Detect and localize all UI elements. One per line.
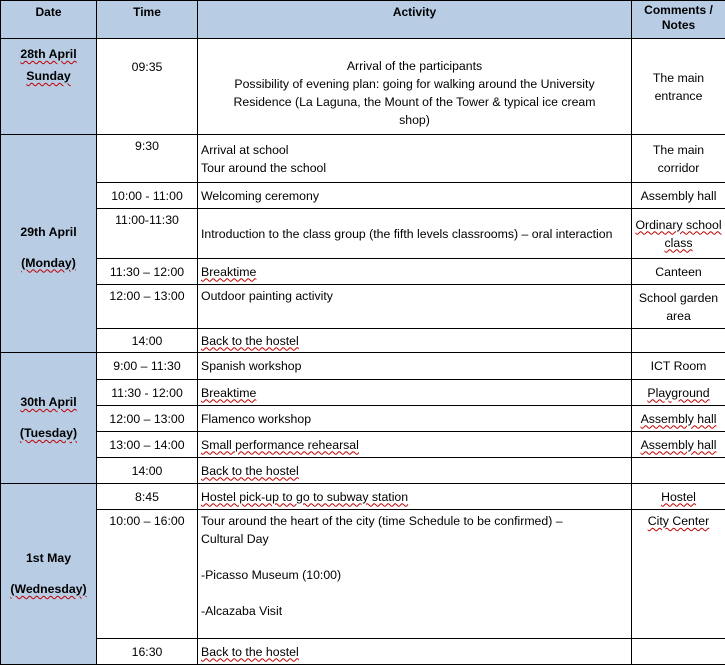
table-row: [1, 510, 725, 639]
weekday-label: Sunday: [26, 69, 71, 83]
time-cell: 9:00 – 11:30: [97, 353, 198, 380]
time-cell: 11:00-11:30: [97, 209, 198, 259]
time-cell: 14:00: [97, 329, 198, 353]
weekday-label: (Monday): [21, 255, 76, 270]
activity-cell: Outdoor painting activity: [198, 285, 632, 329]
activity-cell: Arrival at school Tour around the school: [198, 135, 632, 183]
activity-cell: Flamenco workshop: [198, 406, 632, 432]
time-cell: 12:00 – 13:00: [97, 285, 198, 329]
time-cell: 8:45: [97, 484, 198, 510]
notes-cell: Assembly hall: [632, 432, 725, 458]
time-cell: 10:00 – 16:00: [97, 510, 198, 639]
date-label: 1st May: [25, 551, 72, 565]
notes-cell: The main entrance: [632, 39, 725, 135]
time-cell: 10:00 - 11:00: [97, 183, 198, 209]
notes-cell: Assembly hall: [632, 183, 725, 209]
date-cell: [1, 39, 97, 135]
notes-cell: [632, 329, 725, 353]
time-cell: 09:35: [97, 39, 198, 135]
notes-header-line2: Notes: [661, 18, 696, 32]
activity-cell: Breaktime: [198, 380, 632, 406]
table-row: [1, 380, 725, 406]
time-cell: 12:00 – 13:00: [97, 406, 198, 432]
activity-cell: Spanish workshop: [198, 353, 632, 380]
table-row: [1, 406, 725, 432]
table-row: [1, 259, 725, 285]
activity-cell: Back to the hostel: [198, 458, 632, 484]
time-cell: 14:00: [97, 458, 198, 484]
date-label: 30th April: [20, 395, 77, 409]
activity-cell: Welcoming ceremony: [198, 183, 632, 209]
activity-cell: Breaktime: [198, 259, 632, 285]
activity-header: Activity: [198, 1, 632, 39]
date-cell: [1, 484, 97, 665]
table-row: [1, 135, 725, 183]
notes-cell: Hostel: [632, 484, 725, 510]
table-row: [1, 183, 725, 209]
activity-cell: Tour around the heart of the city (time Schedule to be confirmed) – Cultural Day -Picasso Museum (10:00) -Alcazaba Visit: [198, 510, 632, 639]
time-cell: 9:30: [97, 135, 198, 183]
notes-cell: School garden area: [632, 285, 725, 329]
activity-cell: Back to the hostel: [198, 639, 632, 665]
date-label: 28th April: [20, 47, 77, 61]
table-row: [1, 458, 725, 484]
activity-cell: Small performance rehearsal: [198, 432, 632, 458]
table-row: [1, 639, 725, 665]
notes-cell: [632, 639, 725, 665]
header-row: [1, 1, 725, 39]
weekday-label: (Tuesday): [19, 426, 78, 440]
time-cell: 16:30: [97, 639, 198, 665]
activity-cell: Back to the hostel: [198, 329, 632, 353]
table-row: [1, 432, 725, 458]
notes-cell: Assembly hall: [632, 406, 725, 432]
table-row: [1, 39, 725, 135]
date-label: 29th April: [20, 224, 77, 239]
activity-cell: Introduction to the class group (the fifth levels classrooms) – oral interaction: [198, 209, 632, 259]
table-row: [1, 209, 725, 259]
table-row: [1, 285, 725, 329]
table-row: [1, 484, 725, 510]
date-cell: [1, 135, 97, 353]
notes-cell: Playground: [632, 380, 725, 406]
weekday-label: (Wednesday): [10, 582, 87, 596]
table-row: [1, 353, 725, 380]
date-header: Date: [1, 1, 97, 39]
notes-cell: Canteen: [632, 259, 725, 285]
notes-cell: The main corridor: [632, 135, 725, 183]
time-cell: 11:30 – 12:00: [97, 259, 198, 285]
notes-cell: ICT Room: [632, 353, 725, 380]
time-header: Time: [97, 1, 198, 39]
time-cell: 11:30 - 12:00: [97, 380, 198, 406]
notes-cell: Ordinary school class: [632, 209, 725, 259]
date-cell: [1, 353, 97, 484]
notes-cell: [632, 458, 725, 484]
notes-header: [632, 1, 725, 39]
notes-header-line1: Comments /: [644, 3, 713, 17]
activity-cell: Hostel pick-up to go to subway station: [198, 484, 632, 510]
notes-cell: City Center: [632, 510, 725, 639]
time-cell: 13:00 – 14:00: [97, 432, 198, 458]
activity-cell: Arrival of the participants Possibility of evening plan: going for walking around the University Residence (La Laguna, the Mount of the Tower & typical ice cream shop): [198, 39, 632, 135]
table-row: [1, 329, 725, 353]
